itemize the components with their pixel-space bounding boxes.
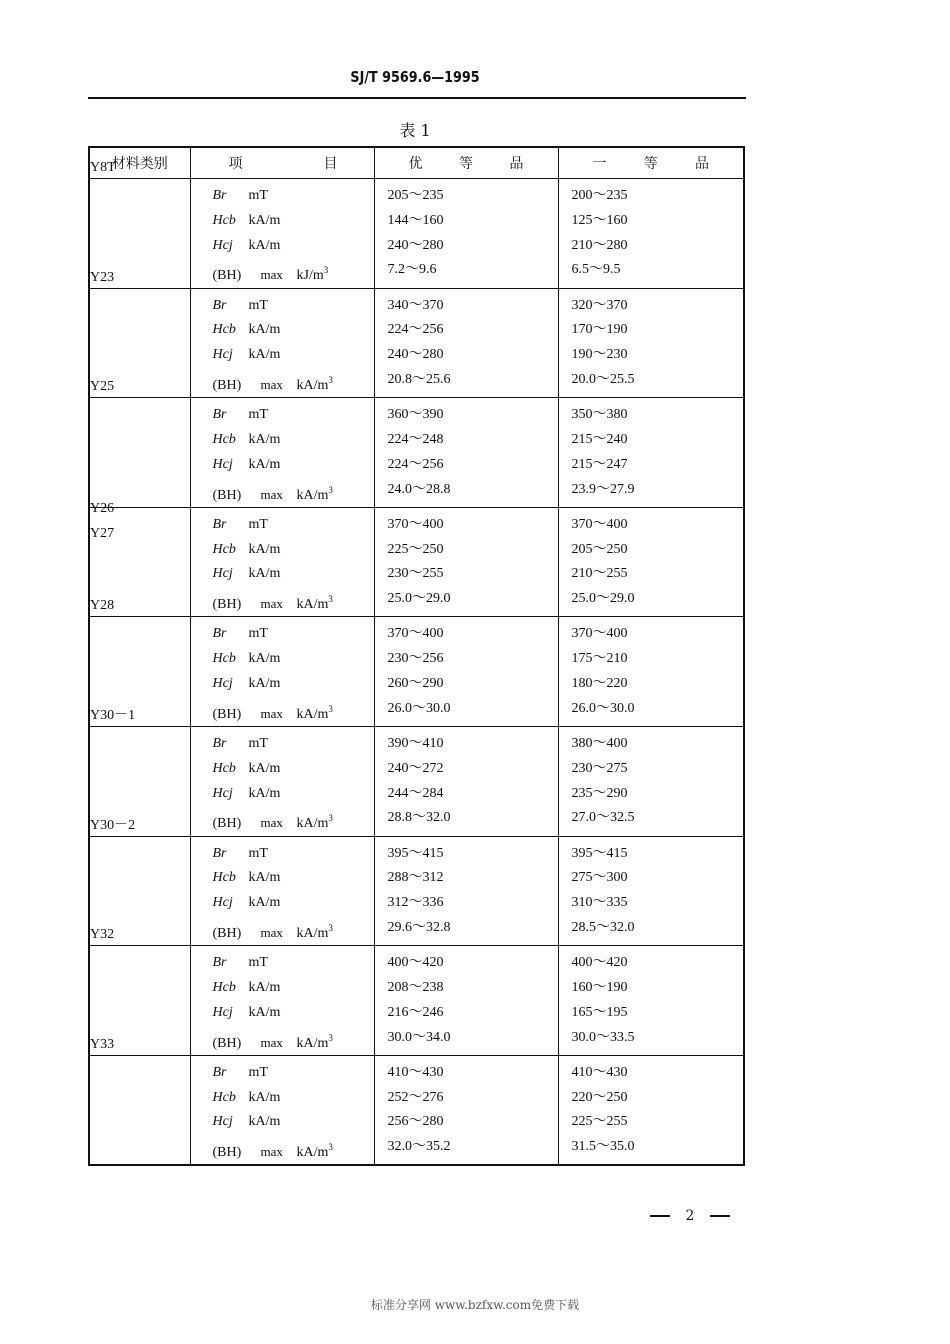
value-range: 208～238 xyxy=(387,979,444,995)
material-grade-label: Y28 xyxy=(90,598,115,614)
value-range: 26.0～30.0 xyxy=(387,700,451,716)
parameter-symbol: Hcj xyxy=(212,1004,233,1020)
value-range: 320～370 xyxy=(571,297,628,313)
value-range: 395～415 xyxy=(387,845,444,861)
parameter-unit: kA/m xyxy=(296,1035,329,1051)
parameter-symbol: Hcb xyxy=(212,1089,236,1105)
material-grade xyxy=(90,703,190,728)
premium-grade-values xyxy=(374,179,558,289)
parameter-unit: kA/m xyxy=(248,1089,281,1105)
parameter-symbol: (BH) xyxy=(212,487,242,503)
parameter-unit: kA/m xyxy=(296,706,329,722)
value-range: 240～280 xyxy=(387,237,444,253)
parameter-symbol: Br xyxy=(212,407,227,423)
table-caption: 表 1 xyxy=(399,121,431,140)
parameter-line xyxy=(213,732,374,757)
value-range: 190～230 xyxy=(571,347,628,363)
parameter-line xyxy=(213,697,374,722)
value-range: 30.0～33.5 xyxy=(571,1029,635,1045)
value-range: 225～250 xyxy=(387,541,444,557)
parameter-symbol: Br xyxy=(212,297,227,313)
value-range: 310～335 xyxy=(571,895,628,911)
parameter-line xyxy=(213,647,374,672)
standard-id-header: SJ/T 9569.6—1995 xyxy=(350,68,480,86)
unit-exponent: 3 xyxy=(328,484,333,495)
parameter-line xyxy=(213,1086,374,1111)
parameter-line xyxy=(213,368,374,393)
value-range: 225～255 xyxy=(571,1114,628,1130)
value-range: 125～160 xyxy=(571,212,628,228)
value-range: 32.0～35.2 xyxy=(387,1139,451,1155)
value-range: 23.9～27.9 xyxy=(571,481,635,497)
parameter-symbol: Br xyxy=(212,516,227,532)
parameter-line xyxy=(213,1001,374,1026)
value-range: 260～290 xyxy=(387,675,444,691)
parameter-symbol: Hcb xyxy=(212,760,236,776)
material-grade-cell xyxy=(89,379,190,508)
material-grade-label: Y23 xyxy=(90,269,115,285)
value-range: 28.5～32.0 xyxy=(571,919,635,935)
material-grade-label: Y26 xyxy=(90,500,115,516)
parameter-unit: kA/m xyxy=(248,1004,281,1020)
parameter-line xyxy=(213,622,374,647)
value-range: 200～235 xyxy=(571,188,628,203)
parameter-symbol: Br xyxy=(212,955,227,971)
value-range: 400～420 xyxy=(571,955,628,971)
material-grade xyxy=(90,1032,190,1057)
value-range: 235～290 xyxy=(571,785,628,801)
parameter-line xyxy=(213,951,374,976)
parameter-line xyxy=(213,842,374,867)
parameter-symbol: Hcj xyxy=(212,347,233,363)
parameter-unit: kA/m xyxy=(248,322,281,338)
parameter-unit: kA/m xyxy=(296,487,329,503)
parameter-line xyxy=(213,318,374,343)
parameter-max: max xyxy=(260,924,283,940)
value-range: 224～256 xyxy=(387,322,444,338)
parameter-max: max xyxy=(260,596,283,612)
parameter-line xyxy=(213,782,374,807)
material-grade xyxy=(90,265,190,290)
first-grade-values xyxy=(558,1055,744,1165)
dash-right xyxy=(710,1215,730,1217)
parameter-line xyxy=(213,866,374,891)
unit-exponent: 3 xyxy=(328,1142,333,1153)
value-range: 175～210 xyxy=(571,651,628,667)
value-range: 31.5～35.0 xyxy=(571,1139,635,1155)
parameter-line xyxy=(213,403,374,428)
parameter-unit: kA/m xyxy=(248,979,281,995)
value-range: 28.8～32.0 xyxy=(387,810,451,826)
material-grade-cell xyxy=(89,1036,190,1165)
value-range: 370～400 xyxy=(571,516,628,532)
premium-grade-values xyxy=(374,946,558,1056)
header-first-char: 品 xyxy=(695,157,709,172)
value-range: 220～250 xyxy=(571,1089,628,1105)
value-range: 205～250 xyxy=(571,541,628,557)
parameter-max: max xyxy=(260,486,283,502)
parameter-line xyxy=(213,891,374,916)
parameter-max: max xyxy=(260,267,283,283)
parameter-unit: mT xyxy=(248,626,268,642)
header-first-char: 一 xyxy=(592,157,607,172)
parameter-unit: kA/m xyxy=(296,377,329,393)
parameter-symbol: (BH) xyxy=(212,597,242,613)
parameter-symbol: Hcj xyxy=(212,456,233,472)
parameter-symbol: Hcb xyxy=(212,322,236,338)
parameter-unit: kA/m xyxy=(296,1145,329,1161)
first-grade-values xyxy=(558,726,744,836)
unit-exponent: 3 xyxy=(328,703,333,714)
value-range: 216～246 xyxy=(387,1004,444,1020)
parameter-unit: mT xyxy=(248,955,268,971)
value-range: 27.0～32.5 xyxy=(571,810,635,826)
parameter-symbol: (BH) xyxy=(212,268,242,284)
parameter-line xyxy=(213,343,374,368)
value-range: 370～400 xyxy=(387,516,444,532)
value-range: 7.2～9.6 xyxy=(387,262,437,278)
parameter-line xyxy=(213,757,374,782)
value-range: 180～220 xyxy=(571,675,628,691)
value-range: 240～280 xyxy=(387,347,444,363)
parameter-unit: kA/m xyxy=(248,1114,281,1130)
parameter-cell xyxy=(190,179,374,289)
value-range: 215～240 xyxy=(571,431,628,447)
parameter-symbol: Hcj xyxy=(212,566,233,582)
first-grade-values xyxy=(558,617,744,727)
material-grade xyxy=(90,593,190,618)
parameter-unit: mT xyxy=(248,735,268,751)
parameter-line xyxy=(213,587,374,612)
value-range: 410～430 xyxy=(387,1064,444,1080)
header-first-grade xyxy=(558,147,744,179)
first-grade-values xyxy=(558,836,744,946)
dash-left xyxy=(650,1215,670,1217)
value-range: 240～272 xyxy=(387,760,444,776)
value-range: 340～370 xyxy=(387,297,444,313)
parameter-max: max xyxy=(260,376,283,392)
material-grade xyxy=(90,922,190,947)
value-range: 275～300 xyxy=(571,870,628,886)
parameter-line xyxy=(213,513,374,538)
header-item-char: 目 xyxy=(323,157,338,172)
value-range: 395～415 xyxy=(571,845,628,861)
value-range: 252～276 xyxy=(387,1089,444,1105)
premium-grade-values xyxy=(374,836,558,946)
parameter-symbol: Br xyxy=(212,1064,227,1080)
parameter-unit: kA/m xyxy=(296,816,329,832)
premium-grade-values xyxy=(374,617,558,727)
value-range: 230～255 xyxy=(387,566,444,582)
parameter-line xyxy=(213,428,374,453)
parameter-unit: mT xyxy=(248,1064,268,1080)
parameter-symbol: Hcj xyxy=(212,675,233,691)
value-range: 25.0～29.0 xyxy=(387,591,451,607)
parameter-unit: kA/m xyxy=(248,456,281,472)
parameter-line xyxy=(213,453,374,478)
first-grade-values xyxy=(558,288,744,398)
parameter-unit: mT xyxy=(248,516,268,532)
unit-exponent: 3 xyxy=(328,374,333,385)
parameter-symbol: (BH) xyxy=(212,706,242,722)
parameter-unit: kA/m xyxy=(248,347,281,363)
table-row xyxy=(89,1055,744,1165)
value-range: 390～410 xyxy=(387,735,444,751)
material-grade xyxy=(90,813,190,838)
value-range: 230～256 xyxy=(387,651,444,667)
parameter-symbol: (BH) xyxy=(212,1035,242,1051)
watermark: 标准分享网 www.bzfxw.com免费下载 xyxy=(370,1298,580,1312)
value-range: 288～312 xyxy=(387,870,444,886)
material-grade-label: Y27 xyxy=(90,525,115,541)
parameter-unit: mT xyxy=(248,845,268,861)
value-range: 24.0～28.8 xyxy=(387,481,451,497)
parameter-cell xyxy=(190,1055,374,1165)
parameter-max: max xyxy=(260,1034,283,1050)
value-range: 205～235 xyxy=(387,188,444,203)
parameter-unit: mT xyxy=(248,407,268,423)
value-range: 25.0～29.0 xyxy=(571,591,635,607)
parameter-symbol: Hcb xyxy=(212,541,236,557)
value-range: 165～195 xyxy=(571,1004,628,1020)
page-number xyxy=(650,1208,730,1224)
unit-exponent: 3 xyxy=(328,922,333,933)
parameter-unit: kA/m xyxy=(248,431,281,447)
value-range: 20.0～25.5 xyxy=(571,371,635,387)
value-range: 224～256 xyxy=(387,456,444,472)
value-range: 400～420 xyxy=(387,955,444,971)
parameter-symbol: (BH) xyxy=(212,1145,242,1161)
header-premium-grade xyxy=(374,147,558,179)
parameter-symbol: Hcb xyxy=(212,979,236,995)
value-range: 224～248 xyxy=(387,431,444,447)
header-rule xyxy=(88,97,746,99)
header-first-char: 等 xyxy=(643,157,658,172)
parameter-line xyxy=(213,562,374,587)
parameter-unit: kA/m xyxy=(248,870,281,886)
parameter-symbol: Hcj xyxy=(212,895,233,911)
parameter-line xyxy=(213,976,374,1001)
value-range: 26.0～30.0 xyxy=(571,700,635,716)
unit-exponent: 3 xyxy=(328,1032,333,1043)
material-grade-label: Y30－2 xyxy=(90,817,136,833)
header-grade-label: 材料类别 xyxy=(111,157,168,172)
premium-grade-values xyxy=(374,726,558,836)
value-range: 29.6～32.8 xyxy=(387,919,451,935)
parameter-unit: mT xyxy=(248,297,268,313)
parameter-unit: kA/m xyxy=(248,541,281,557)
header-item-char: 项 xyxy=(228,157,243,172)
parameter-cell xyxy=(190,507,374,617)
first-grade-values xyxy=(558,507,744,617)
parameter-unit: kA/m xyxy=(248,566,281,582)
parameter-line xyxy=(213,538,374,563)
parameter-max: max xyxy=(260,815,283,831)
parameter-unit: kA/m xyxy=(248,651,281,667)
parameter-unit: kA/m xyxy=(296,925,329,941)
material-grade xyxy=(90,374,190,399)
parameter-line xyxy=(213,672,374,697)
parameter-max: max xyxy=(260,705,283,721)
value-range: 380～400 xyxy=(571,735,628,751)
parameter-symbol: Br xyxy=(212,735,227,751)
value-range: 144～160 xyxy=(387,212,444,228)
value-range: 244～284 xyxy=(387,785,444,801)
premium-grade-values xyxy=(374,288,558,398)
parameter-unit: kJ/m xyxy=(296,268,324,284)
parameter-line xyxy=(213,1026,374,1051)
parameter-unit: mT xyxy=(248,188,268,203)
value-range: 160～190 xyxy=(571,979,628,995)
parameter-line xyxy=(213,1061,374,1086)
parameter-line xyxy=(213,209,374,234)
value-range: 230～275 xyxy=(571,760,628,776)
parameter-symbol: Hcb xyxy=(212,651,236,667)
value-range: 370～400 xyxy=(387,626,444,642)
table-row xyxy=(89,398,744,508)
parameter-cell xyxy=(190,398,374,508)
header-item xyxy=(190,147,374,179)
parameter-max: max xyxy=(260,1144,283,1160)
parameter-line xyxy=(213,916,374,941)
value-range: 210～280 xyxy=(571,237,628,253)
parameter-symbol: Hcj xyxy=(212,237,233,253)
parameter-cell xyxy=(190,836,374,946)
material-grade-label: Y32 xyxy=(90,927,115,943)
parameter-line xyxy=(213,234,374,259)
material-grade xyxy=(90,496,190,546)
page-number-value: 2 xyxy=(685,1208,695,1224)
value-range: 312～336 xyxy=(387,895,444,911)
parameter-unit: kA/m xyxy=(248,212,281,228)
magnet-spec-table xyxy=(88,146,745,1166)
first-grade-values xyxy=(558,398,744,508)
parameter-symbol: (BH) xyxy=(212,377,242,393)
parameter-cell xyxy=(190,946,374,1056)
value-range: 410～430 xyxy=(571,1064,628,1080)
premium-grade-values xyxy=(374,507,558,617)
value-range: 30.0～34.0 xyxy=(387,1029,451,1045)
parameter-unit: kA/m xyxy=(248,675,281,691)
parameter-symbol: Br xyxy=(212,626,227,642)
parameter-cell xyxy=(190,617,374,727)
first-grade-values xyxy=(558,946,744,1056)
parameter-line xyxy=(213,294,374,319)
value-range: 350～380 xyxy=(571,407,628,423)
unit-exponent: 3 xyxy=(323,265,329,276)
material-grade-label: Y30－1 xyxy=(90,707,136,723)
parameter-symbol: (BH) xyxy=(212,925,242,941)
first-grade-values xyxy=(558,179,744,289)
unit-exponent: 3 xyxy=(328,594,333,605)
header-premium-char: 品 xyxy=(509,157,524,172)
parameter-line xyxy=(213,1110,374,1135)
parameter-cell xyxy=(190,726,374,836)
value-range: 20.8～25.6 xyxy=(387,371,451,387)
parameter-cell xyxy=(190,288,374,398)
parameter-unit: kA/m xyxy=(296,597,329,613)
premium-grade-values xyxy=(374,398,558,508)
material-grade-label: Y33 xyxy=(90,1036,115,1052)
parameter-unit: kA/m xyxy=(248,760,281,776)
parameter-unit: kA/m xyxy=(248,785,281,801)
value-range: 360～390 xyxy=(387,407,444,423)
value-range: 210～255 xyxy=(571,566,628,582)
parameter-symbol: Hcb xyxy=(212,212,236,228)
parameter-line xyxy=(213,258,374,283)
parameter-line xyxy=(213,1135,374,1160)
parameter-unit: kA/m xyxy=(248,895,281,911)
parameter-symbol: Hcj xyxy=(212,785,233,801)
parameter-symbol: Hcb xyxy=(212,870,236,886)
parameter-symbol: Hcb xyxy=(212,431,236,447)
header-premium-char: 等 xyxy=(459,157,473,172)
unit-exponent: 3 xyxy=(328,813,333,824)
value-range: 256～280 xyxy=(387,1114,444,1130)
parameter-symbol: Br xyxy=(212,188,227,203)
header-premium-char: 优 xyxy=(408,157,423,172)
parameter-unit: kA/m xyxy=(248,237,281,253)
value-range: 170～190 xyxy=(571,322,628,338)
premium-grade-values xyxy=(374,1055,558,1165)
parameter-symbol: (BH) xyxy=(212,816,242,832)
value-range: 215～247 xyxy=(571,456,628,472)
value-range: 6.5～9.5 xyxy=(571,262,621,278)
material-grade-label: Y25 xyxy=(90,379,115,395)
parameter-line xyxy=(213,184,374,209)
parameter-symbol: Br xyxy=(212,845,227,861)
parameter-symbol: Hcj xyxy=(212,1114,233,1130)
material-grade-label: Y8T xyxy=(90,160,116,175)
parameter-line xyxy=(213,478,374,503)
value-range: 370～400 xyxy=(571,626,628,642)
parameter-line xyxy=(213,806,374,831)
